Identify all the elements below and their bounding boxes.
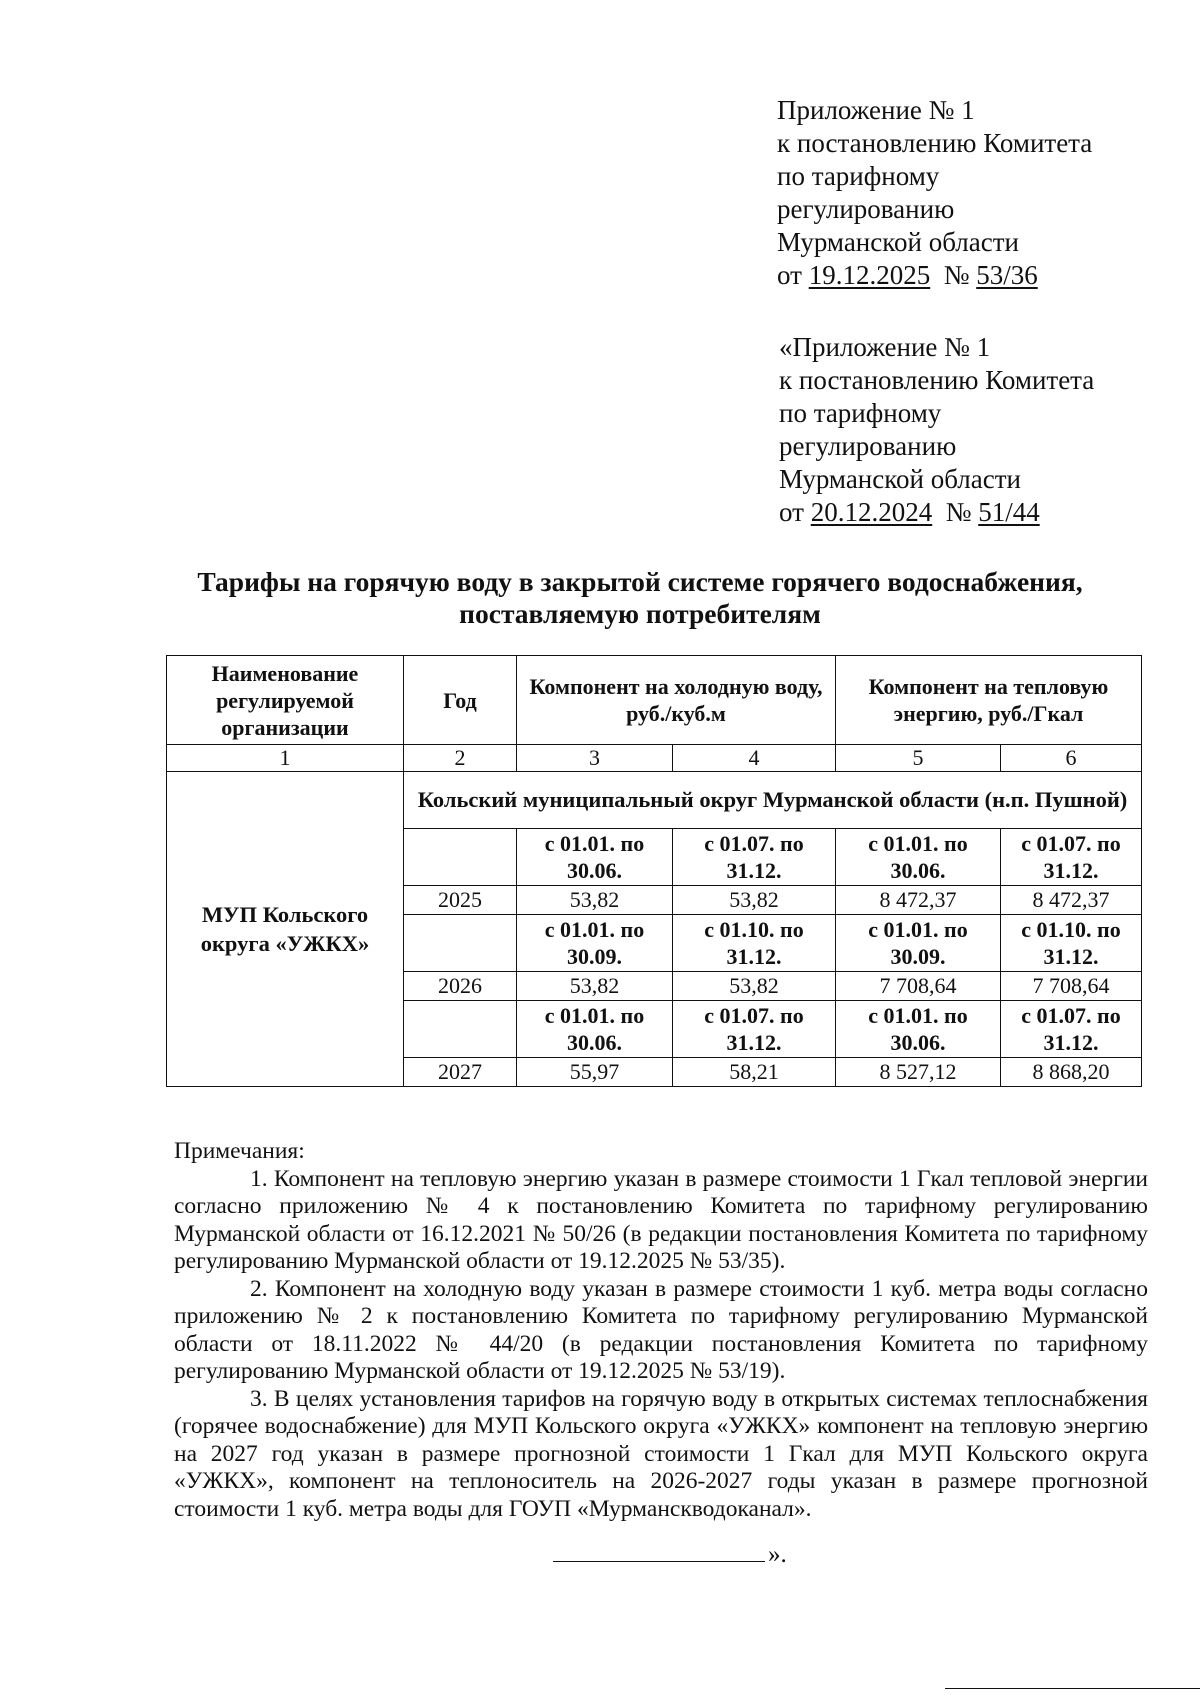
notes-section	[174, 1138, 1148, 1523]
period-cell: с 01.01. по 30.06.	[836, 829, 1001, 886]
value-cell: 53,82	[517, 972, 673, 1001]
appendix-line: к постановлению Комитета	[779, 365, 1095, 395]
period-cell: с 01.01. по 30.09.	[836, 915, 1001, 972]
title-line-1: Тарифы на горячую воду в закрытой системе горячего водоснабжения,	[197, 566, 1083, 597]
appendix-number: 53/36	[976, 260, 1038, 290]
column-number: 3	[517, 745, 673, 772]
empty-cell	[404, 829, 517, 886]
closing-mark: ».	[768, 1541, 787, 1568]
closing-rule	[553, 1561, 765, 1562]
value-cell: 58,21	[673, 1058, 836, 1087]
region-row	[167, 772, 1142, 829]
value-cell: 8 472,37	[836, 886, 1001, 915]
tariff-table	[166, 655, 1142, 1087]
period-cell: с 01.10. по 31.12.	[1001, 915, 1142, 972]
year-cell: 2026	[404, 972, 517, 1001]
number-prefix: №	[943, 260, 970, 290]
column-number-row	[167, 745, 1142, 772]
column-number: 4	[673, 745, 836, 772]
appendix-line: по тарифному	[779, 398, 942, 428]
column-number: 2	[404, 745, 517, 772]
appendix-date-line	[779, 496, 1094, 529]
empty-cell	[404, 915, 517, 972]
appendix-line: по тарифному	[777, 161, 940, 191]
period-cell: с 01.07. по 31.12.	[673, 1001, 836, 1058]
date-prefix: от	[779, 497, 804, 527]
notes-heading: Примечания:	[174, 1138, 305, 1164]
column-number: 1	[167, 745, 404, 772]
value-cell: 7 708,64	[1001, 972, 1142, 1001]
year-cell: 2027	[404, 1058, 517, 1087]
value-cell: 7 708,64	[836, 972, 1001, 1001]
note-item: 2. Компонент на холодную воду указан в размере стоимости 1 куб. метра воды согласно приложению № 2 к постановлению Комитета по тарифному регулированию Мурманской области от 18.11.2022 № 44/20 (в редакции постановления Комитета по тарифному регулированию Мурманской области от 19.12.2025 № 53/19).	[174, 1275, 1148, 1384]
column-number: 6	[1001, 745, 1142, 772]
period-cell: с 01.01. по 30.06.	[836, 1001, 1001, 1058]
period-cell: с 01.07. по 31.12.	[673, 829, 836, 886]
appendix-date-line	[777, 259, 1092, 292]
appendix-number: 51/44	[978, 497, 1040, 527]
number-prefix: №	[945, 497, 972, 527]
table-header-row	[167, 656, 1142, 745]
title-line-2: поставляемую потребителям	[459, 598, 821, 629]
note-item: 3. В целях установления тарифов на горячую воду в открытых системах теплоснабжения (горячее водоснабжение) для МУП Кольского округа «УЖКХ» компонент на тепловую энергию на 2027 год указан в размере прогнозной стоимости 1 Гкал для МУП Кольского округа «УЖКХ», компонент на теплоноситель на 2026-2027 годы указан в размере прогнозной стоимости 1 куб. метра воды для ГОУП «Мурманскводоканал».	[174, 1385, 1148, 1522]
region-cell: Кольский муниципальный округ Мурманской области (н.п. Пушной)	[404, 772, 1142, 829]
value-cell: 8 527,12	[836, 1058, 1001, 1087]
period-cell: с 01.01. по 30.09.	[517, 915, 673, 972]
year-cell: 2025	[404, 886, 517, 915]
appendix-line: Приложение № 1	[777, 95, 975, 125]
header-heat: Компонент на тепловую энергию, руб./Гкал	[836, 656, 1142, 745]
value-cell: 53,82	[517, 886, 673, 915]
appendix-line: регулированию	[777, 194, 955, 224]
period-cell: с 01.10. по 31.12.	[673, 915, 836, 972]
organization-cell: МУП Кольского округа «УЖКХ»	[167, 772, 404, 1087]
value-cell: 55,97	[517, 1058, 673, 1087]
period-cell: с 01.07. по 31.12.	[1001, 1001, 1142, 1058]
value-cell: 8 472,37	[1001, 886, 1142, 915]
column-number: 5	[836, 745, 1001, 772]
appendix-line: «Приложение № 1	[779, 332, 991, 362]
footer-rule	[945, 1688, 1200, 1689]
appendix-line: регулированию	[779, 431, 957, 461]
note-item: 1. Компонент на тепловую энергию указан в размере стоимости 1 Гкал тепловой энергии согласно приложению № 4 к постановлению Комитета по тарифному регулированию Мурманской области от 16.12.2021 № 50/26 (в редакции постановления Комитета по тарифному регулированию Мурманской области от 19.12.2025 № 53/35).	[174, 1165, 1148, 1274]
header-org: Наименование регулируемой организации	[167, 656, 404, 745]
period-cell: с 01.01. по 30.06.	[517, 829, 673, 886]
appendix-date: 19.12.2025	[808, 260, 931, 290]
appendix-current-block	[777, 94, 1092, 292]
empty-cell	[404, 1001, 517, 1058]
date-prefix: от	[777, 260, 802, 290]
header-year: Год	[404, 656, 517, 745]
appendix-date: 20.12.2024	[810, 497, 933, 527]
document-title	[150, 566, 1130, 630]
value-cell: 53,82	[673, 886, 836, 915]
header-cold-water: Компонент на холодную воду, руб./куб.м	[517, 656, 836, 745]
appendix-line: Мурманской области	[779, 464, 1021, 494]
value-cell: 53,82	[673, 972, 836, 1001]
value-cell: 8 868,20	[1001, 1058, 1142, 1087]
appendix-previous-block	[779, 331, 1094, 529]
period-cell: с 01.07. по 31.12.	[1001, 829, 1142, 886]
period-cell: с 01.01. по 30.06.	[517, 1001, 673, 1058]
appendix-line: Мурманской области	[777, 227, 1019, 257]
appendix-line: к постановлению Комитета	[777, 128, 1093, 158]
closing-line	[553, 1540, 787, 1570]
